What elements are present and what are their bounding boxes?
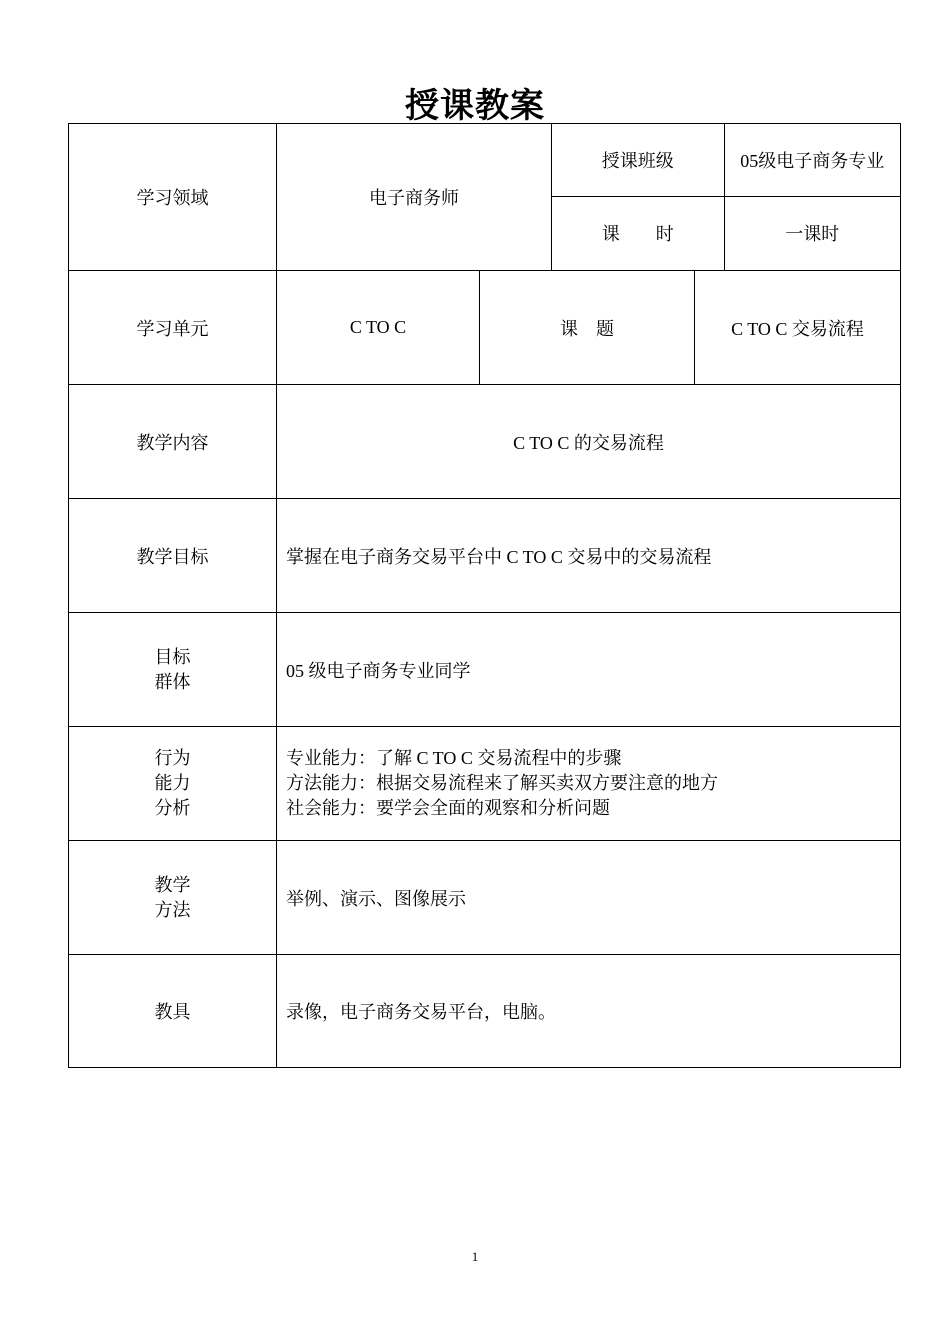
teaching-aids-value: 录像，电子商务交易平台，电脑。 (277, 955, 901, 1068)
teaching-method-label-line: 方法 (154, 899, 191, 920)
study-unit-label: 学习单元 (69, 271, 277, 385)
teaching-goal-value: 掌握在电子商务交易平台中 C TO C 交易中的交易流程 (277, 499, 901, 613)
row-target-group (69, 613, 901, 727)
hours-label: 课 时 (552, 196, 724, 270)
row-teaching-method (69, 841, 901, 955)
teaching-goal-label: 教学目标 (69, 499, 277, 613)
social-ability: 社会能力：要学会全面的观察和分析问题 (286, 798, 610, 818)
topic-label: 课 题 (480, 271, 695, 385)
teaching-content-label: 教学内容 (69, 385, 277, 499)
teaching-aids-label: 教具 (69, 955, 277, 1068)
target-group-value: 05 级电子商务专业同学 (277, 613, 901, 727)
teaching-method-label (69, 841, 277, 955)
topic-value: C TO C 交易流程 (695, 271, 901, 385)
method-ability: 方法能力：根据交易流程来了解买卖双方要注意的地方 (286, 773, 718, 793)
class-value: 05级电子商务专业 (724, 124, 900, 196)
ability-analysis-label-line: 能力 (154, 773, 191, 793)
class-hours-cell (552, 124, 901, 271)
teaching-method-value: 举例、演示、图像展示 (277, 841, 901, 955)
page-number: 1 (471, 1249, 479, 1264)
ability-analysis-label-line: 分析 (154, 798, 191, 818)
teaching-content-value: C TO C 的交易流程 (277, 385, 901, 499)
professional-ability: 专业能力：了解 C TO C 交易流程中的步骤 (286, 748, 622, 768)
target-group-label-line: 群体 (154, 671, 191, 692)
row-study-field (69, 124, 901, 271)
study-field-value: 电子商务师 (277, 124, 552, 271)
class-label: 授课班级 (552, 124, 724, 196)
row-teaching-aids (69, 955, 901, 1068)
study-field-label: 学习领域 (69, 124, 277, 271)
row-teaching-goal (69, 499, 901, 613)
ability-analysis-label (69, 727, 277, 841)
hours-value: 一课时 (785, 224, 840, 245)
document-title: 授课教案 (405, 86, 545, 126)
study-unit-value: C TO C (277, 271, 480, 385)
lesson-plan-table (68, 123, 901, 1068)
target-group-label (69, 613, 277, 727)
class-hours-subtable (552, 124, 900, 270)
target-group-label-line: 目标 (154, 646, 191, 667)
row-teaching-content (69, 385, 901, 499)
teaching-method-label-line: 教学 (154, 874, 191, 895)
ability-analysis-value (277, 727, 901, 841)
ability-analysis-label-line: 行为 (154, 748, 191, 768)
row-study-unit (69, 271, 901, 385)
row-ability-analysis (69, 727, 901, 841)
